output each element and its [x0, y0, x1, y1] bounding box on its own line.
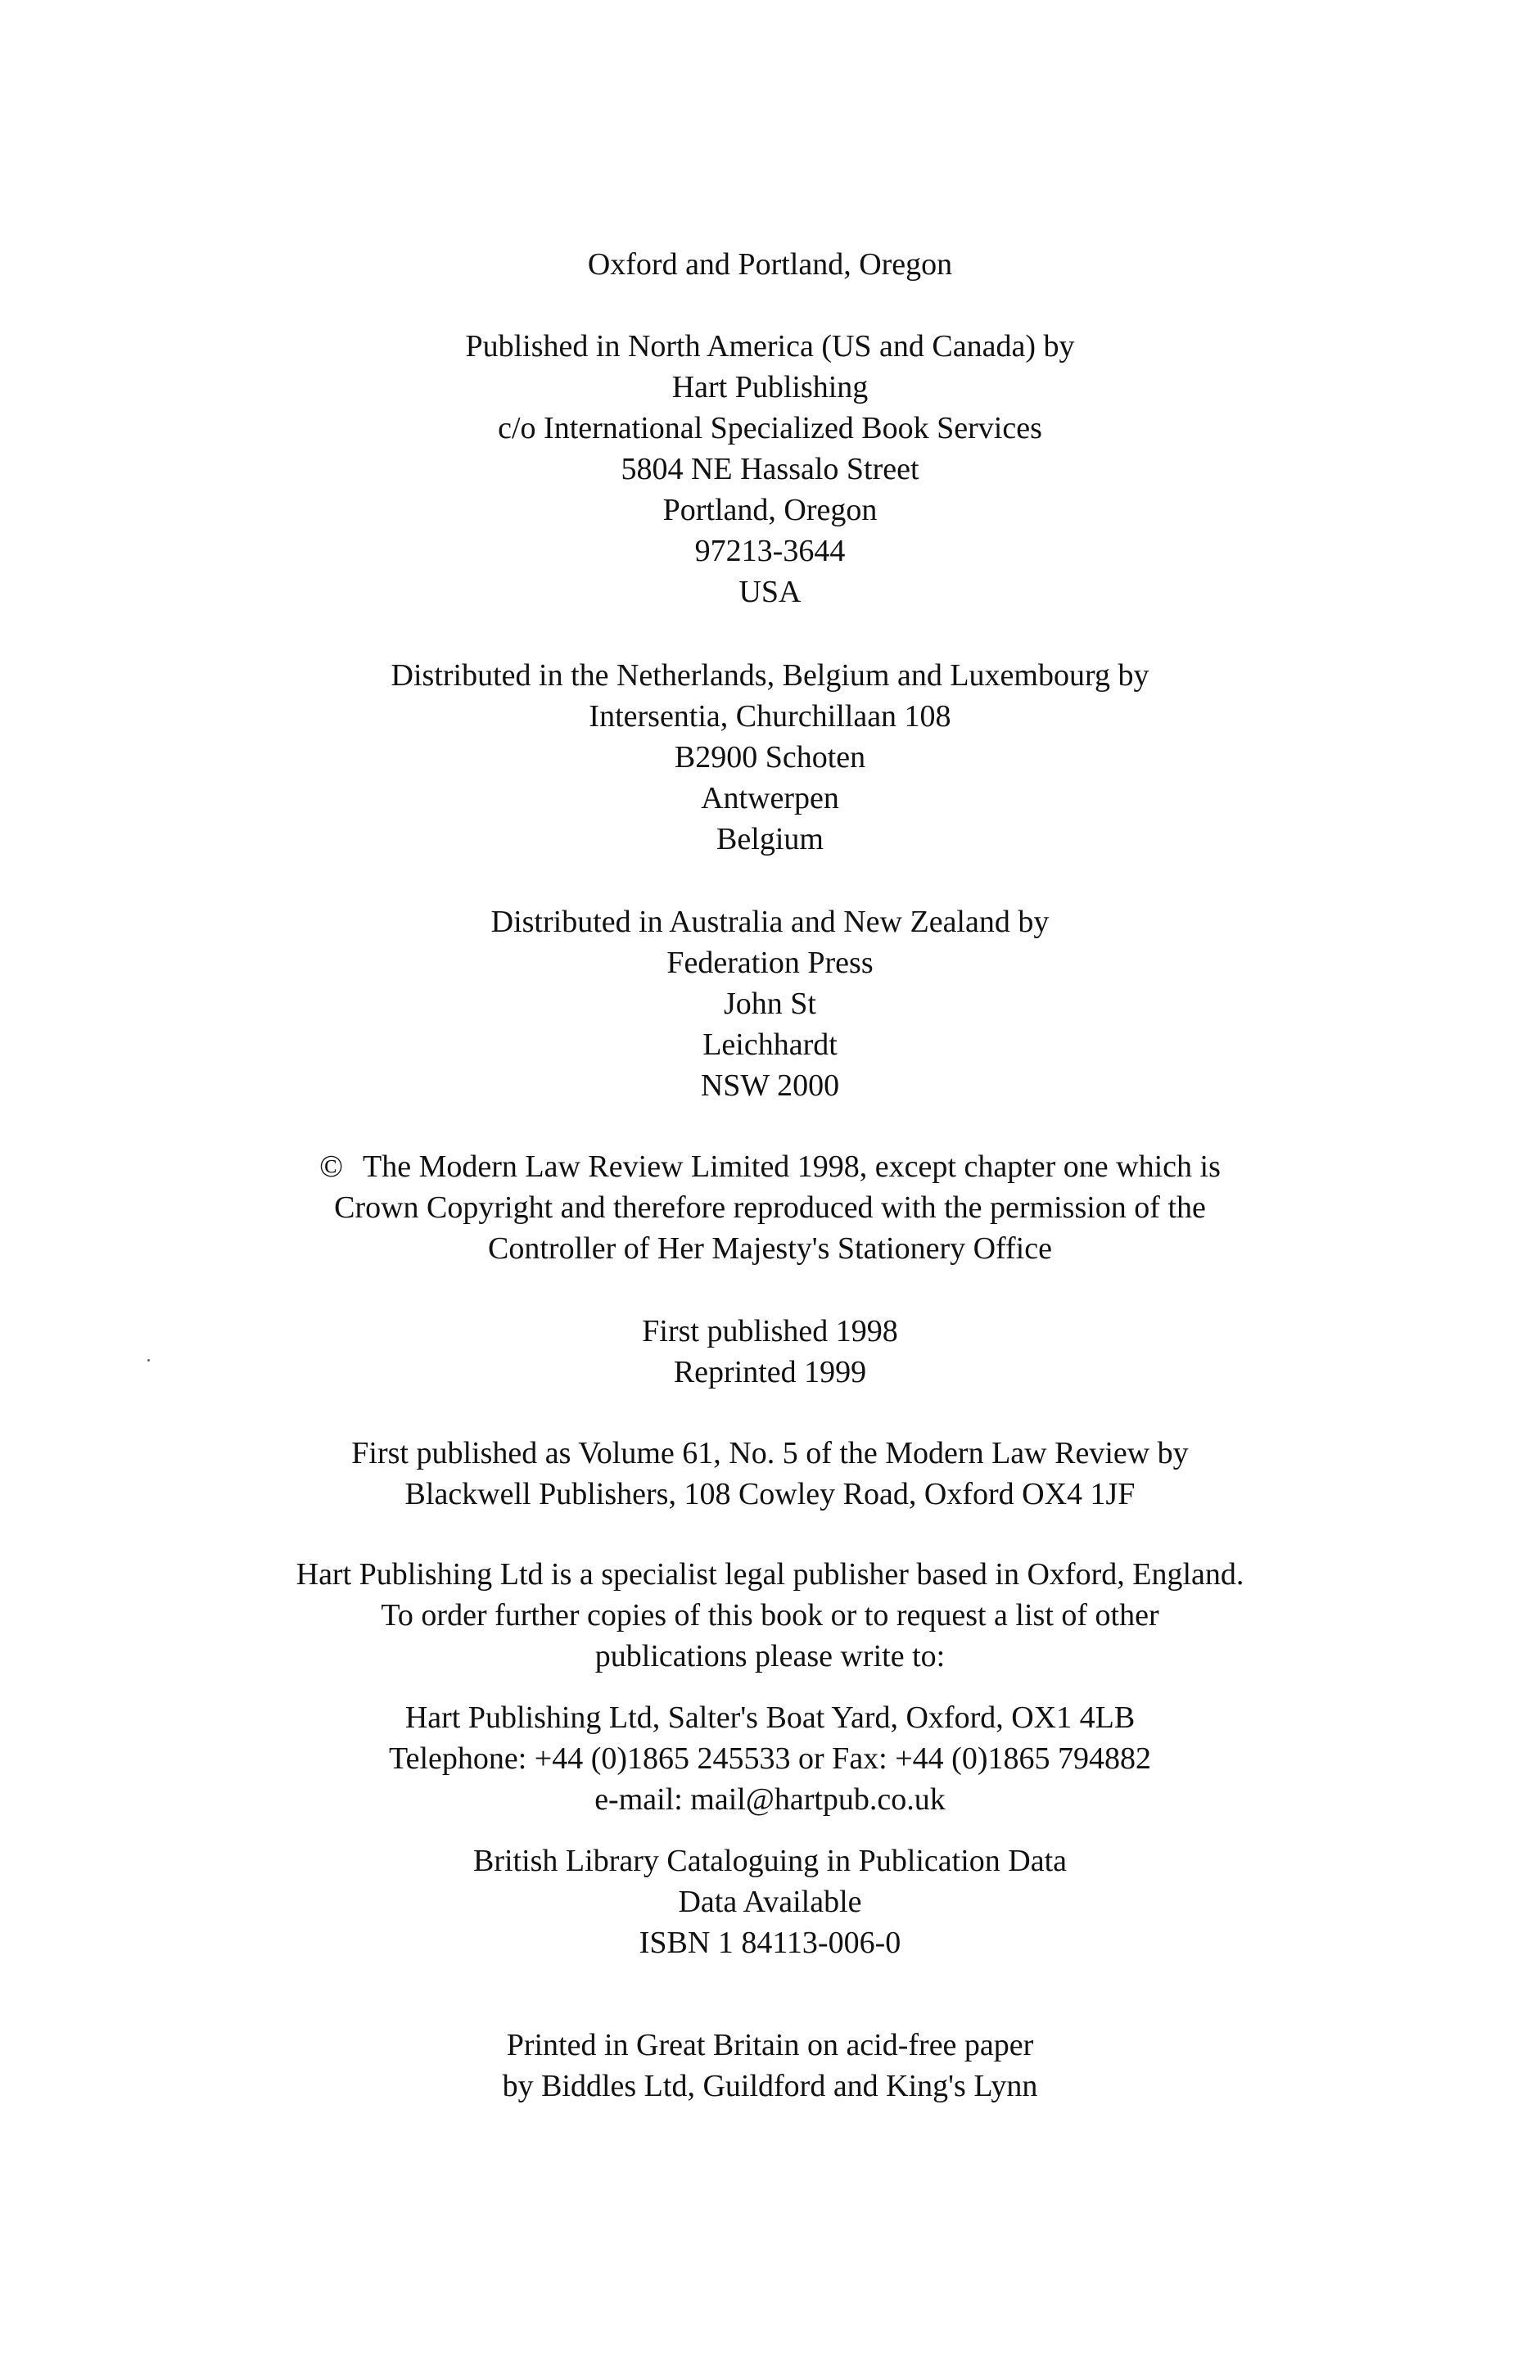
- publisher-note-block: [0, 1554, 1540, 1677]
- north-america-block: [0, 326, 1540, 612]
- volume-info-block: [0, 1433, 1540, 1515]
- north-america-line: 5804 NE Hassalo Street: [621, 452, 919, 486]
- north-america-line: Hart Publishing: [671, 370, 869, 404]
- australia-line: Federation Press: [666, 946, 874, 980]
- copyright-symbol: ©: [319, 1149, 344, 1184]
- publication-history-block: [0, 1311, 1540, 1393]
- publisher-note-line: publications please write to:: [594, 1639, 946, 1673]
- north-america-line: c/o International Specialized Book Services: [498, 411, 1042, 445]
- contact-address-line: Hart Publishing Ltd, Salter's Boat Yard, Oxford, OX1 4LB: [404, 1700, 1136, 1735]
- australia-line: NSW 2000: [700, 1068, 840, 1103]
- printing-line: Printed in Great Britain on acid-free paper: [506, 2028, 1034, 2062]
- benelux-line: Intersentia, Churchillaan 108: [589, 699, 951, 734]
- north-america-line: 97213-3644: [694, 534, 846, 568]
- contact-phone-line: Telephone: +44 (0)1865 245533 or Fax: +44 (0)1865 794882: [389, 1741, 1151, 1776]
- benelux-line: Belgium: [716, 822, 824, 856]
- north-america-line: USA: [738, 575, 802, 609]
- printing-line: by Biddles Ltd, Guildford and King's Lynn: [502, 2069, 1038, 2103]
- australia-block: [0, 901, 1540, 1106]
- benelux-line: Antwerpen: [701, 781, 839, 815]
- australia-line: Leichhardt: [702, 1027, 838, 1062]
- isbn-line: ISBN 1 84113-006-0: [639, 1926, 901, 1960]
- cataloguing-line: Data Available: [678, 1885, 862, 1919]
- cataloguing-line: British Library Cataloguing in Publication Data: [472, 1844, 1068, 1878]
- north-america-line: Published in North America (US and Canada) by: [465, 329, 1075, 364]
- cataloguing-block: [0, 1840, 1540, 1963]
- volume-info-line: Blackwell Publishers, 108 Cowley Road, Oxford OX4 1JF: [404, 1477, 1136, 1511]
- contact-block: [0, 1697, 1540, 1820]
- north-america-line: Portland, Oregon: [662, 493, 878, 527]
- copyright-line-2: Crown Copyright and therefore reproduced with the permission of the: [334, 1190, 1206, 1225]
- copyright-text: The Modern Law Review Limited 1998, except chapter one which is: [363, 1149, 1221, 1184]
- first-published-line: First published 1998: [642, 1314, 898, 1348]
- benelux-block: [0, 655, 1540, 860]
- copyright-block: [0, 1146, 1540, 1269]
- australia-line: Distributed in Australia and New Zealand by: [490, 905, 1050, 939]
- copyright-line-3: Controller of Her Majesty's Stationery Office: [488, 1231, 1052, 1266]
- contact-email-line: e-mail: mail@hartpub.co.uk: [594, 1782, 946, 1817]
- place-line: Oxford and Portland, Oregon: [587, 247, 953, 282]
- reprinted-line: Reprinted 1999: [673, 1355, 867, 1389]
- publisher-note-line: Hart Publishing Ltd is a specialist legal publisher based in Oxford, England.: [296, 1557, 1244, 1592]
- volume-info-line: First published as Volume 61, No. 5 of the Modern Law Review by: [351, 1436, 1189, 1470]
- publisher-note-line: To order further copies of this book or to request a list of other: [381, 1598, 1159, 1633]
- printing-block: [0, 2025, 1540, 2107]
- place-block: [0, 244, 1540, 285]
- benelux-line: B2900 Schoten: [674, 740, 866, 775]
- benelux-line: Distributed in the Netherlands, Belgium and Luxembourg by: [391, 658, 1149, 693]
- copyright-line-1: [0, 1146, 1540, 1187]
- australia-line: John St: [724, 987, 816, 1021]
